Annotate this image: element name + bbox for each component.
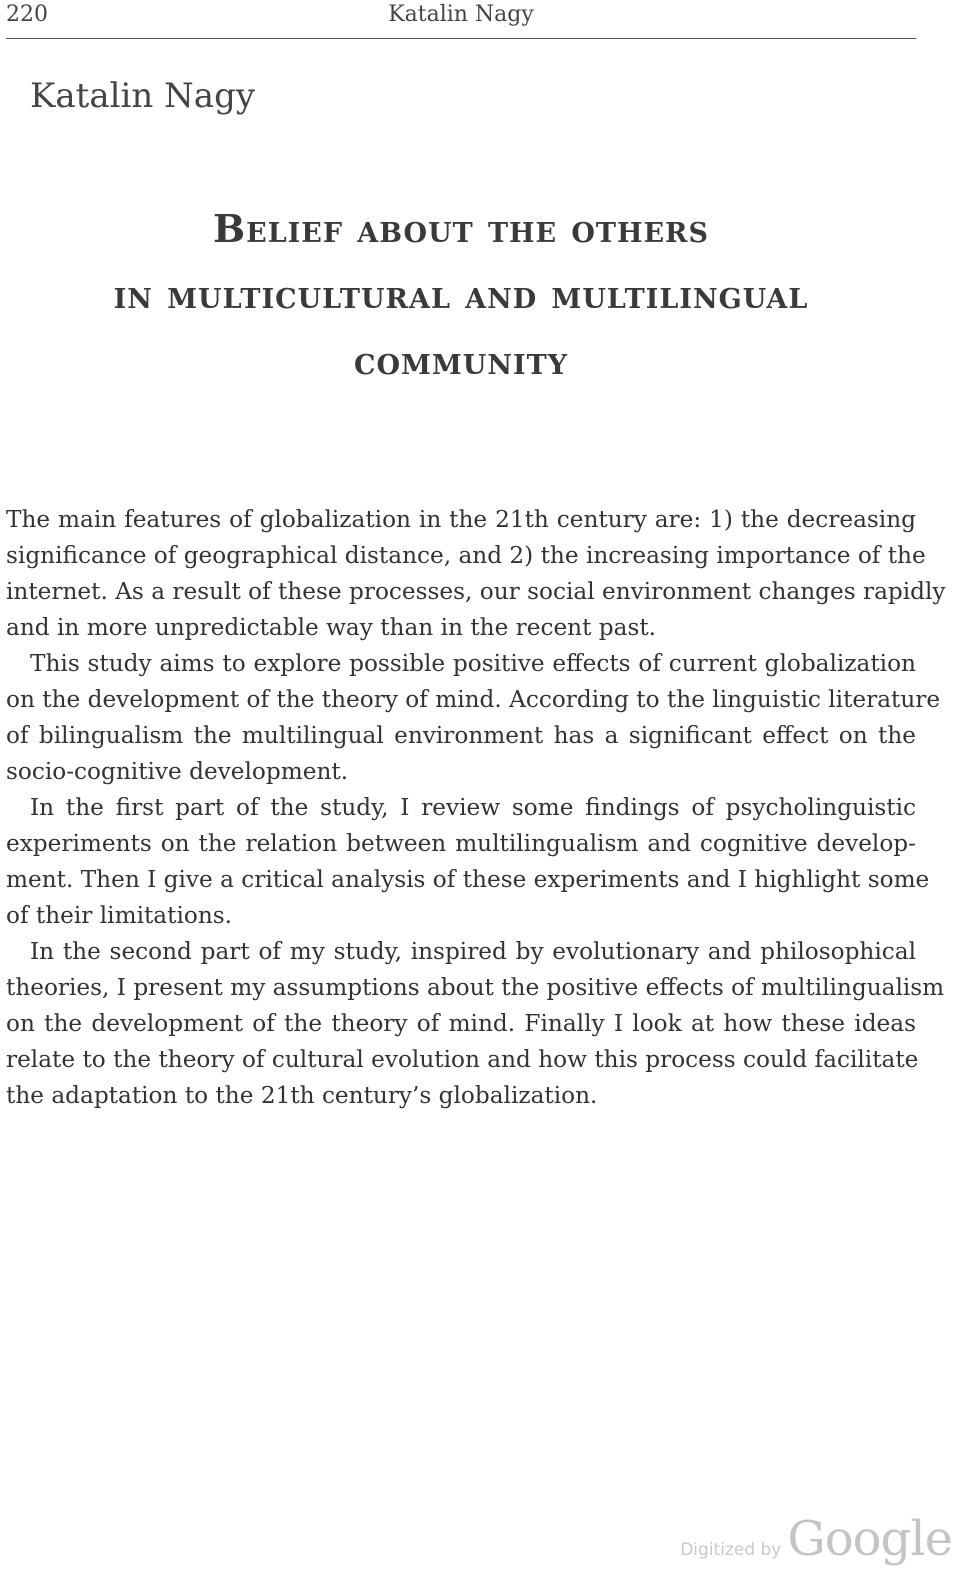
abstract-line: theories, I present my assumptions about the positive effects of multilingualism	[6, 974, 945, 1001]
abstract-line: socio-cognitive development.	[6, 758, 349, 785]
running-head-author: Katalin Nagy	[388, 2, 534, 27]
title-line: community	[353, 338, 568, 383]
abstract-line: experiments on the relation between multilingualism and cognitive develop-	[6, 830, 916, 857]
abstract-line: the adaptation to the 21th century’s globalization.	[6, 1082, 598, 1109]
article-author: Katalin Nagy	[30, 76, 256, 116]
abstract	[6, 502, 946, 1114]
abstract-line: This study aims to explore possible positive effects of current globalization	[30, 650, 916, 677]
abstract-line: on the development of the theory of mind. Finally I look at how these ideas	[6, 1010, 916, 1037]
abstract-line: significance of geographical distance, and 2) the increasing importance of the	[6, 542, 926, 569]
abstract-line: internet. As a result of these processes, our social environment changes rapidly	[6, 578, 946, 605]
digitized-watermark	[680, 1511, 952, 1567]
title-line: Belief about the others	[213, 206, 709, 251]
abstract-line: The main features of globalization in the 21th century are: 1) the decreasing	[6, 506, 916, 533]
article-title	[6, 196, 916, 394]
abstract-line: ment. Then I give a critical analysis of these experiments and I highlight some	[6, 866, 930, 893]
abstract-line: on the development of the theory of mind. According to the linguistic literature	[6, 686, 941, 713]
abstract-line: and in more unpredictable way than in the recent past.	[6, 614, 657, 641]
title-line: in multicultural and multilingual	[113, 272, 809, 317]
abstract-line: of bilingualism the multilingual environment has a significant effect on the	[6, 722, 916, 749]
abstract-line: In the first part of the study, I review some findings of psycholinguistic	[30, 794, 916, 821]
running-head	[6, 0, 916, 39]
google-logo: Google	[787, 1511, 952, 1567]
page-number: 220	[6, 2, 48, 27]
abstract-line: of their limitations.	[6, 902, 233, 929]
abstract-line: relate to the theory of cultural evolution and how this process could facilitate	[6, 1046, 919, 1073]
watermark-text: Digitized by	[680, 1540, 782, 1560]
abstract-line: In the second part of my study, inspired by evolutionary and philosophical	[30, 938, 916, 965]
